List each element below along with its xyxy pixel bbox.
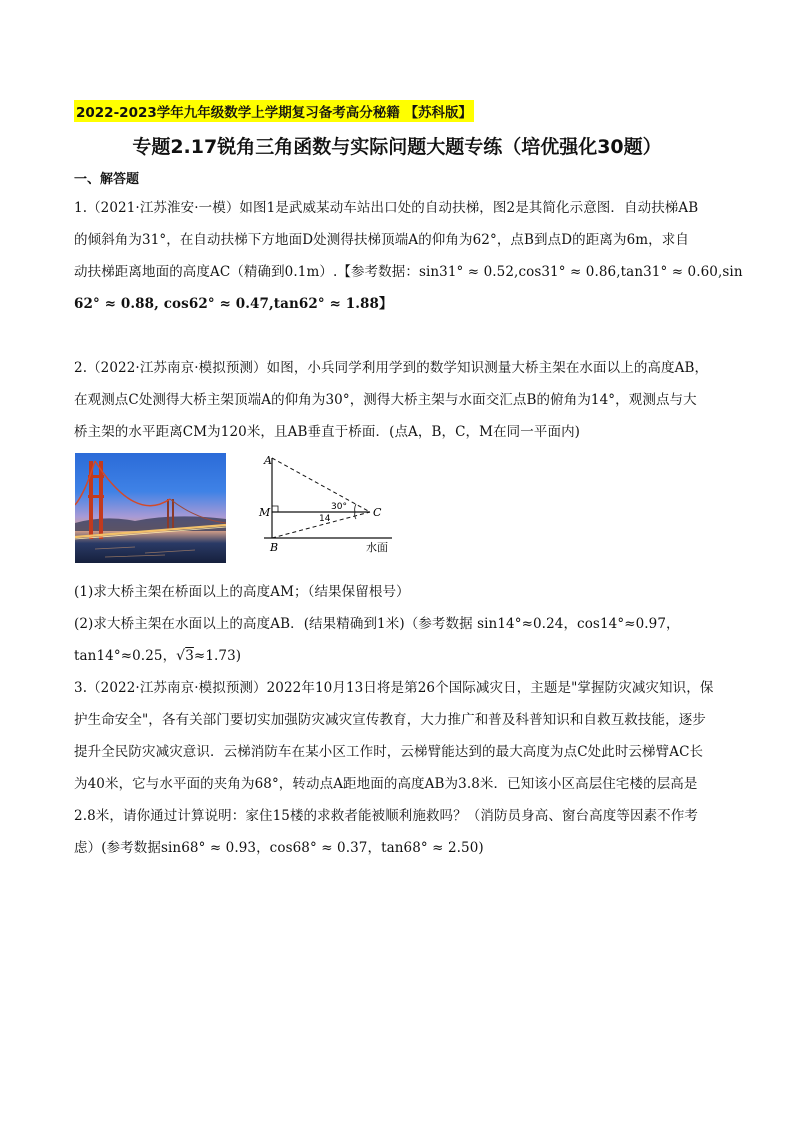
golden-gate-bridge-photo-icon: [75, 453, 226, 563]
label-b: B: [270, 541, 279, 554]
q2-sub1: (1)求大桥主架在桥面以上的高度AM；（结果保留根号）: [74, 584, 410, 600]
angle-30-label: 30°: [331, 502, 347, 512]
angle-14-label: 14: [319, 514, 331, 524]
page-title: 专题2.17锐角三角函数与实际问题大题专练（培优强化30题）: [132, 136, 662, 158]
q2-sub2-post: ≈1.73): [193, 648, 242, 664]
q2-line-3: 桥主架的水平距离CM为120米，且AB垂直于桥面．(点A，B，C，M在同一平面内): [74, 424, 581, 440]
q3-line-6: 虑）(参考数据sin68° ≈ 0.93，cos68° ≈ 0.37，tan68° ≈ 2.50): [74, 840, 484, 856]
sqrt-radicand: 3: [185, 648, 194, 664]
q2-sub2-pre: tan14°≈0.25，: [74, 648, 177, 664]
q1-line-2: 的倾斜角为31°，在自动扶梯下方地面D处测得扶梯顶端A的仰角为62°，点B到点D的距离为6m，求自: [74, 232, 689, 248]
q2-sub2: (2)求大桥主架在水面以上的高度AB．(结果精确到1米)（参考数据 sin14°≈0.24，cos14°≈0.97，: [74, 616, 680, 632]
q1-line-3: 动扶梯距离地面的高度AC（精确到0.1m）.【参考数据：sin31° ≈ 0.52,cos31° ≈ 0.86,tan31° ≈ 0.60,sin: [74, 264, 743, 280]
q2-line-2: 在观测点C处测得大桥主架顶端A的仰角为30°，测得大桥主架与水面交汇点B的俯角为14°，观测点与大: [74, 392, 697, 408]
geometry-diagram: [252, 450, 412, 560]
water-label: 水面: [366, 541, 388, 554]
label-c: C: [373, 506, 382, 519]
q1-line-1: 1.（2021·江苏淮安·一模）如图1是武威某动车站出口处的自动扶梯，图2是其简化示意图．自动扶梯AB: [74, 200, 699, 216]
q3-line-2: 护生命安全"，各有关部门要切实加强防灾减灾宣传教育，大力推广和普及科普知识和自救互救技能，逐步: [74, 712, 706, 728]
angle-arc-30: [355, 504, 356, 512]
q3-line-3: 提升全民防灾减灾意识．云梯消防车在某小区工作时，云梯臂能达到的最大高度为点C处此时云梯臂AC长: [74, 744, 704, 760]
label-m: M: [259, 506, 271, 519]
header-banner: 2022-2023学年九年级数学上学期复习备考高分秘籍 【苏科版】: [74, 100, 474, 122]
q3-line-1: 3.（2022·江苏南京·模拟预测）2022年10月13日将是第26个国际减灾日，主题是"掌握防灾减灾知识，保: [74, 680, 714, 696]
q3-line-4: 为40米，它与水平面的夹角为68°，转动点A距地面的高度AB为3.8米．已知该小区高层住宅楼的层高是: [74, 776, 698, 792]
q2-sub2-line-2: [74, 644, 724, 664]
q3-line-5: 2.8米，请你通过计算说明：家住15楼的求救者能被顺利施救吗？（消防员身高、窗台高度等因素不作考: [74, 808, 698, 824]
q1-line-4: 62° ≈ 0.88, cos62° ≈ 0.47,tan62° ≈ 1.88】: [74, 296, 393, 312]
label-a: A: [264, 454, 272, 467]
section-heading: 一、解答题: [74, 172, 140, 187]
line-ac: [272, 458, 370, 512]
bridge-photo: [75, 453, 226, 563]
q2-line-1: 2.（2022·江苏南京·模拟预测）如图，小兵同学利用学到的数学知识测量大桥主架在水面以上的高度AB，: [74, 360, 709, 376]
sqrt-sign: √: [176, 648, 186, 664]
right-angle-marker: [272, 506, 278, 512]
